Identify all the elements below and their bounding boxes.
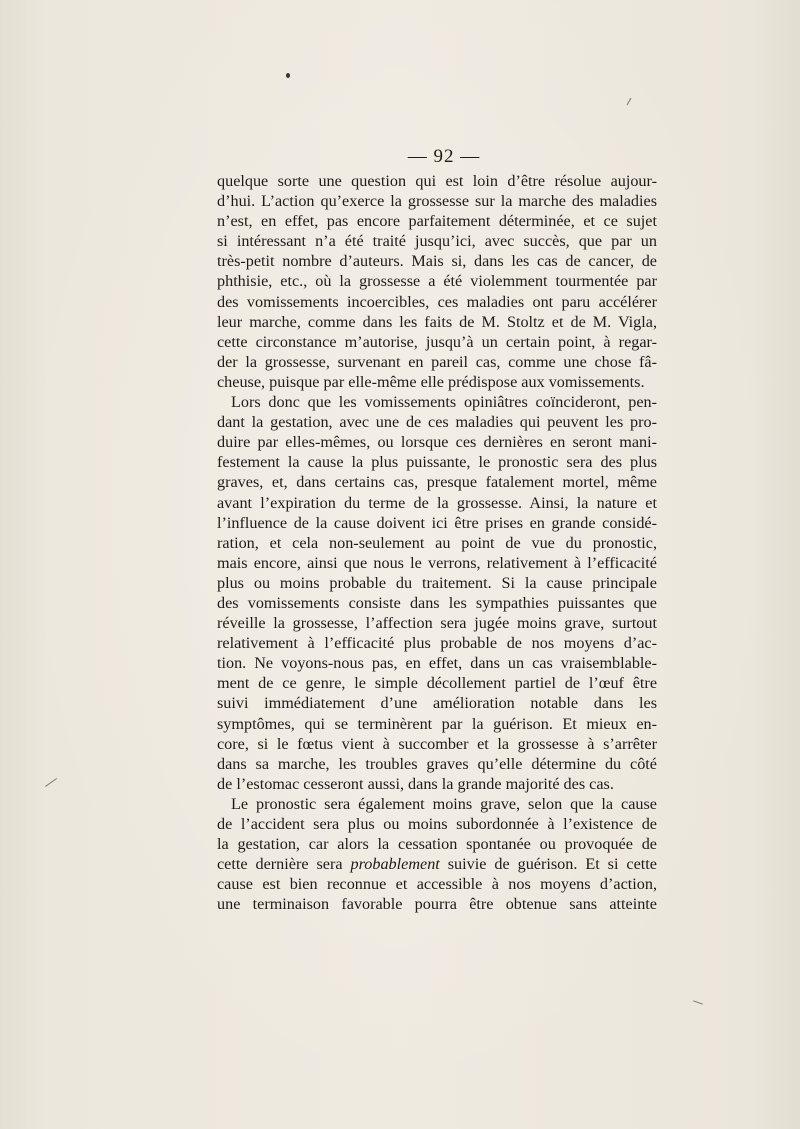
text-line: des vomissements incoercibles, ces maladies ont paru accélérer bbox=[217, 292, 657, 311]
text-line: si intéressant n’a été traité jusqu’ici, avec succès, que par un bbox=[217, 232, 657, 251]
text-line: Le pronostic sera également moins grave, selon que la cause bbox=[231, 794, 657, 813]
text-line bbox=[217, 854, 657, 874]
text-line: plus ou moins probable du traitement. Si la cause principale bbox=[217, 573, 657, 592]
text-line: cheuse, puisque par elle-même elle prédispose aux vomissements. bbox=[217, 372, 645, 391]
text-line: la gestation, car alors la cessation spontanée ou provoquée de bbox=[217, 835, 657, 854]
text-line: réveille la grossesse, l’affection sera jugée moins grave, surtout bbox=[217, 614, 657, 633]
text-line: de l’accident sera plus ou moins subordonnée à l’existence de bbox=[217, 815, 657, 833]
text-segment: suivie de guérison. Et si cette bbox=[439, 855, 657, 874]
text-line: phthisie, etc., où la grossesse a été violemment tourmentée par bbox=[217, 272, 657, 291]
text-line: graves, et, dans certains cas, presque fatalement mortel, même bbox=[217, 473, 657, 492]
text-line: cette circonstance m’autorise, jusqu’à un certain point, à regar- bbox=[217, 332, 657, 351]
ink-speck bbox=[286, 73, 290, 78]
text-line: duire par elles-mêmes, ou lorsque ces dernières en seront mani- bbox=[217, 433, 657, 452]
text-line: relativement à l’efficacité plus probable de nos moyens d’ac- bbox=[217, 634, 657, 653]
text-line: der la grossesse, survenant en pareil cas, comme une chose fâ- bbox=[217, 352, 657, 371]
text-line: avant l’expiration du terme de la grossesse. Ainsi, la nature et bbox=[217, 493, 657, 512]
text-line: tion. Ne voyons-nous pas, en effet, dans un cas vraisemblable- bbox=[217, 654, 657, 673]
text-line: de l’estomac cesseront aussi, dans la grande majorité des cas. bbox=[217, 774, 614, 793]
text-line: une terminaison favorable pourra être obtenue sans atteinte bbox=[217, 895, 657, 914]
body-text bbox=[217, 171, 657, 914]
pencil-mark bbox=[627, 98, 632, 105]
text-line: suivi immédiatement d’une amélioration notable dans les bbox=[217, 694, 657, 713]
text-line: des vomissements consiste dans les sympathies puissantes que bbox=[217, 593, 657, 612]
text-line: core, si le fœtus vient à succomber et la grossesse à s’arrêter bbox=[217, 734, 657, 753]
text-line: dans sa marche, les troubles graves qu’elle détermine du côté bbox=[217, 754, 657, 773]
pencil-mark bbox=[45, 778, 57, 787]
text-line: Lors donc que les vomissements opiniâtres coïncideront, pen- bbox=[231, 393, 657, 412]
pencil-mark bbox=[693, 1000, 703, 1004]
text-line: quelque sorte une question qui est loin d’être résolue aujour- bbox=[217, 172, 657, 190]
text-line: leur marche, comme dans les faits de M. Stoltz et de M. Vigla, bbox=[217, 312, 657, 331]
text-segment: cette dernière sera bbox=[217, 855, 351, 874]
text-line: festement la cause la plus puissante, le pronostic sera des plus bbox=[217, 453, 657, 472]
text-line: cause est bien reconnue et accessible à nos moyens d’action, bbox=[217, 875, 657, 894]
text-line: symptômes, qui se terminèrent par la guérison. Et mieux en- bbox=[217, 714, 657, 733]
page-number: — 92 — bbox=[407, 146, 481, 167]
text-line: dant la gestation, avec une de ces maladies qui peuvent les pro- bbox=[217, 413, 657, 432]
text-line: d’hui. L’action qu’exerce la grossesse sur la marche des maladies bbox=[217, 192, 657, 211]
text-line: ration, et cela non-seulement au point de vue du pronostic, bbox=[217, 533, 657, 552]
text-line: n’est, en effet, pas encore parfaitement déterminée, et ce sujet bbox=[217, 212, 657, 231]
text-line: mais encore, ainsi que nous le verrons, relativement à l’efficacité bbox=[217, 553, 657, 572]
text-line: l’influence de la cause doivent ici être prises en grande considé- bbox=[217, 513, 657, 532]
text-line: très-petit nombre d’auteurs. Mais si, dans les cas de cancer, de bbox=[217, 252, 657, 271]
text-line: ment de ce genre, le simple décollement partiel de l’œuf être bbox=[217, 674, 657, 693]
italic-word: probablement bbox=[350, 855, 440, 874]
